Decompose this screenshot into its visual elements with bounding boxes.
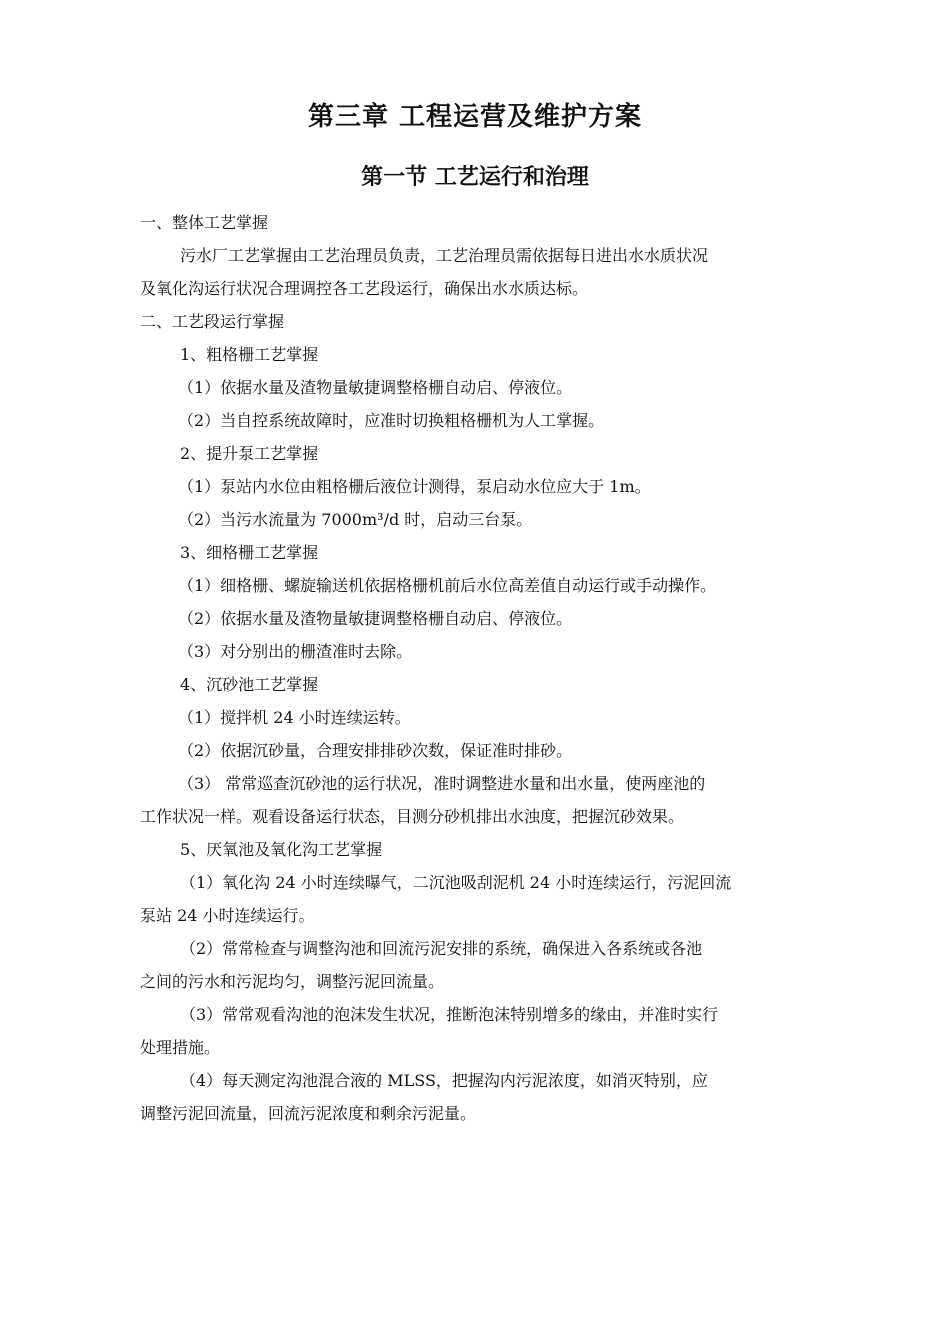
list-item-continuation: 调整污泥回流量，回流污泥浓度和剩余污泥量。 <box>140 1104 477 1123</box>
list-item: （3） 常常巡查沉砂池的运行状况，准时调整进水量和出水量，使两座池的 <box>178 774 706 793</box>
list-item: （3）常常观看沟池的泡沫发生状况，推断泡沫特别增多的缘由，并准时实行 <box>180 1005 719 1024</box>
subheading-fine-screen: 3、细格栅工艺掌握 <box>180 543 319 562</box>
subheading-oxidation-ditch: 5、厌氧池及氧化沟工艺掌握 <box>180 840 383 859</box>
paragraph-line: 污水厂工艺掌握由工艺治理员负责，工艺治理员需依据每日进出水水质状况 <box>180 246 709 265</box>
section-title: 第一节 工艺运行和治理 <box>361 165 589 190</box>
list-item-continuation: 之间的污水和污泥均匀，调整污泥回流量。 <box>140 972 445 991</box>
list-item: （2）常常检查与调整沟池和回流污泥安排的系统，确保进入各系统或各池 <box>180 939 703 958</box>
subheading-grit-chamber: 4、沉砂池工艺掌握 <box>180 675 319 694</box>
list-item: （1）细格栅、螺旋输送机依据格栅机前后水位高差值自动运行或手动操作。 <box>178 576 717 595</box>
heading-overall-control: 一、整体工艺掌握 <box>140 213 269 232</box>
list-item: （2）依据水量及渣物量敏捷调整格栅自动启、停液位。 <box>178 609 573 628</box>
list-item: （1）氧化沟 24 小时连续曝气，二沉池吸刮泥机 24 小时连续运行，污泥回流 <box>180 873 732 892</box>
list-item: （1）依据水量及渣物量敏捷调整格栅自动启、停液位。 <box>178 378 573 397</box>
list-item: （2）依据沉砂量，合理安排排砂次数，保证准时排砂。 <box>178 741 573 760</box>
subheading-lift-pump: 2、提升泵工艺掌握 <box>180 444 319 463</box>
list-item-continuation: 泵站 24 小时连续运行。 <box>140 906 315 925</box>
list-item: （2）当自控系统故障时，应准时切换粗格栅机为人工掌握。 <box>178 411 605 430</box>
subheading-coarse-screen: 1、粗格栅工艺掌握 <box>180 345 319 364</box>
heading-stage-control: 二、工艺段运行掌握 <box>140 312 285 331</box>
list-item: （1）搅拌机 24 小时连续运转。 <box>178 708 411 727</box>
document-body <box>140 206 820 1130</box>
list-item: （2）当污水流量为 7000m³/d 时，启动三台泵。 <box>178 510 533 529</box>
list-item-continuation: 工作状况一样。观看设备运行状态，目测分砂机排出水浊度，把握沉砂效果。 <box>140 807 685 826</box>
list-item: （3）对分别出的栅渣准时去除。 <box>178 642 413 661</box>
list-item: （1）泵站内水位由粗格栅后液位计测得，泵启动水位应大于 1m。 <box>178 477 651 496</box>
list-item: （4）每天测定沟池混合液的 MLSS，把握沟内污泥浓度，如消灭特别，应 <box>180 1071 708 1090</box>
chapter-title: 第三章 工程运营及维护方案 <box>307 102 643 132</box>
paragraph-line: 及氧化沟运行状况合理调控各工艺段运行，确保出水水质达标。 <box>140 279 589 298</box>
list-item-continuation: 处理措施。 <box>140 1038 221 1057</box>
